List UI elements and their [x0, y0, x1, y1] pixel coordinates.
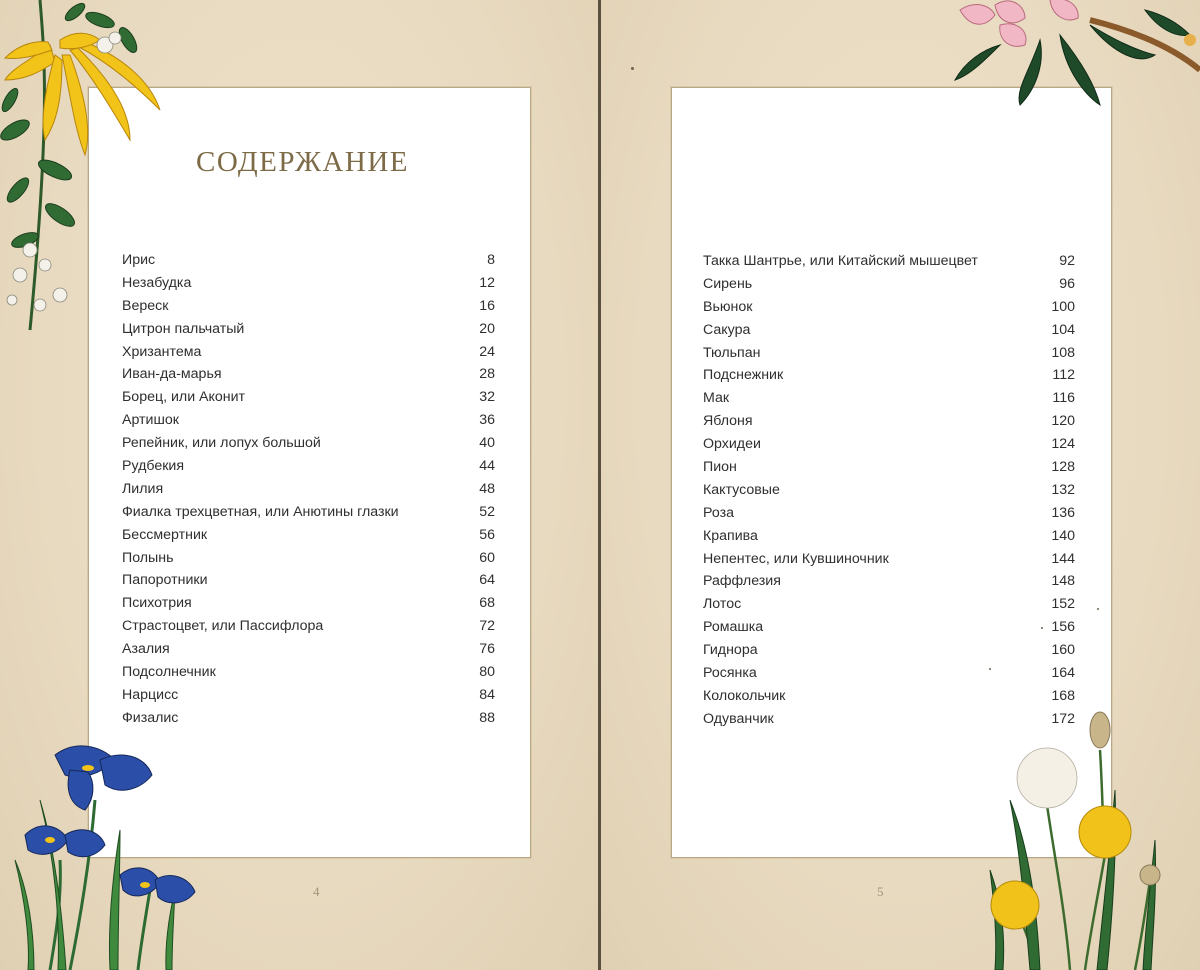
toc-entry-page-number: 72: [479, 618, 495, 635]
toc-entry: [703, 319, 1075, 342]
toc-entry-page-number: 16: [479, 297, 495, 314]
toc-entry-page-number: 8: [487, 252, 495, 268]
toc-entry: [122, 455, 495, 478]
toc-entry-title: Лилия: [122, 480, 164, 497]
toc-entry-page-number: 64: [479, 572, 495, 589]
toc-entry-title: Хризантема: [122, 343, 202, 360]
toc-entry-title: Крапива: [703, 527, 758, 544]
toc-list-left: [122, 249, 495, 730]
toc-entry-title: Орхидеи: [703, 436, 761, 453]
toc-entry-title: Росянка: [703, 665, 757, 682]
toc-entry-page-number: 164: [1051, 665, 1075, 682]
toc-entry: [703, 593, 1075, 616]
paper-speck: [631, 67, 634, 70]
toc-entry-page-number: 96: [1059, 275, 1075, 292]
toc-entry-page-number: 84: [479, 686, 495, 703]
toc-entry-page-number: 80: [479, 664, 495, 681]
toc-entry-title: Физалис: [122, 709, 179, 726]
toc-entry-page-number: 28: [479, 366, 495, 383]
dandelion-illustration: [985, 700, 1200, 970]
toc-entry: [703, 410, 1075, 433]
toc-entry-title: Подснежник: [703, 367, 784, 384]
toc-entry: [122, 707, 495, 730]
toc-entry: [122, 684, 495, 707]
toc-entry-page-number: 116: [1052, 390, 1075, 407]
toc-entry-title: Раффлезия: [703, 573, 781, 590]
toc-entry-page-number: 48: [479, 480, 495, 497]
toc-entry: [703, 273, 1075, 296]
toc-entry-title: Такка Шантрье, или Китайский мышецвет: [703, 253, 978, 269]
toc-entry-page-number: 140: [1051, 527, 1075, 544]
toc-entry-page-number: 32: [479, 389, 495, 406]
toc-entry-page-number: 168: [1051, 687, 1075, 704]
toc-entry-page-number: 60: [479, 549, 495, 566]
toc-entry: [703, 662, 1075, 685]
toc-entry-page-number: 104: [1051, 321, 1075, 338]
toc-entry: [122, 295, 495, 318]
toc-entry-title: Папоротники: [122, 572, 208, 589]
toc-list-right: [703, 250, 1075, 731]
toc-entry: [122, 592, 495, 615]
toc-entry-page-number: 144: [1051, 550, 1075, 567]
toc-entry-page-number: 92: [1059, 253, 1075, 269]
toc-entry-title: Психотрия: [122, 595, 192, 612]
toc-entry-page-number: 56: [479, 526, 495, 543]
toc-entry-page-number: 172: [1051, 710, 1075, 727]
toc-entry-page-number: 44: [479, 458, 495, 475]
toc-entry-page-number: 156: [1051, 619, 1075, 636]
toc-entry: [122, 249, 495, 272]
toc-entry-title: Пион: [703, 459, 737, 476]
toc-entry-page-number: 20: [479, 320, 495, 337]
page-number-left: 4: [313, 884, 320, 899]
toc-entry-page-number: 12: [479, 274, 495, 291]
toc-entry-title: Нарцисс: [122, 686, 179, 703]
toc-entry-title: Кактусовые: [703, 481, 780, 498]
toc-entry-title: Одуванчик: [703, 710, 774, 727]
toc-entry-page-number: 108: [1051, 344, 1075, 361]
toc-entry: [703, 433, 1075, 456]
toc-entry: [703, 502, 1075, 525]
toc-entry-title: Лотос: [703, 596, 742, 613]
toc-entry-title: Колокольчик: [703, 687, 786, 704]
toc-entry-title: Иван-да-марья: [122, 366, 222, 383]
toc-entry-title: Вьюнок: [703, 298, 753, 315]
toc-entry-page-number: 124: [1051, 436, 1075, 453]
toc-entry-title: Тюльпан: [703, 344, 761, 361]
toc-entry-title: Подсолнечник: [122, 664, 216, 681]
toc-entry-title: Фиалка трехцветная, или Анютины глазки: [122, 503, 399, 520]
pink-blossom-illustration: [940, 0, 1200, 110]
toc-entry: [703, 250, 1075, 273]
toc-entry-page-number: 68: [479, 595, 495, 612]
toc-entry-title: Яблоня: [703, 413, 753, 430]
toc-entry-page-number: 132: [1051, 481, 1075, 498]
toc-entry: [703, 525, 1075, 548]
toc-entry-title: Азалия: [122, 641, 170, 658]
toc-entry: [703, 570, 1075, 593]
toc-entry-page-number: 40: [479, 435, 495, 452]
toc-entry-title: Непентес, или Кувшиночник: [703, 550, 889, 567]
paper-speck: [989, 668, 991, 670]
toc-entry: [122, 363, 495, 386]
toc-entry-page-number: 128: [1051, 459, 1075, 476]
toc-entry: [122, 524, 495, 547]
toc-entry-title: Ирис: [122, 252, 156, 268]
toc-entry-title: Вереск: [122, 297, 169, 314]
toc-entry-page-number: 76: [479, 641, 495, 658]
toc-entry-title: Сирень: [703, 275, 753, 292]
toc-entry-title: Мак: [703, 390, 730, 407]
toc-entry: [703, 342, 1075, 365]
toc-entry: [122, 272, 495, 295]
toc-entry: [122, 386, 495, 409]
page-number-right: 5: [877, 884, 884, 899]
toc-entry-page-number: 100: [1051, 298, 1075, 315]
toc-entry: [703, 548, 1075, 571]
toc-entry: [122, 615, 495, 638]
toc-entry: [122, 547, 495, 570]
toc-entry-title: Бессмертник: [122, 526, 208, 543]
toc-entry-title: Незабудка: [122, 274, 192, 291]
paper-speck: [1097, 608, 1099, 610]
toc-entry-page-number: 52: [479, 503, 495, 520]
book-gutter: [598, 0, 601, 970]
toc-entry-title: Артишок: [122, 412, 179, 429]
toc-entry-page-number: 24: [479, 343, 495, 360]
toc-entry: [703, 639, 1075, 662]
toc-entry-title: Репейник, или лопух большой: [122, 435, 321, 452]
toc-entry-page-number: 136: [1051, 504, 1075, 521]
toc-entry: [703, 296, 1075, 319]
toc-entry: [703, 479, 1075, 502]
toc-entry-title: Страстоцвет, или Пассифлора: [122, 618, 324, 635]
toc-entry: [122, 638, 495, 661]
toc-entry: [122, 478, 495, 501]
toc-entry: [122, 569, 495, 592]
toc-entry-page-number: 36: [479, 412, 495, 429]
toc-entry: [703, 387, 1075, 410]
paper-speck: [1041, 627, 1043, 629]
toc-entry-title: Гиднора: [703, 642, 758, 659]
toc-entry: [703, 616, 1075, 639]
toc-entry-title: Полынь: [122, 549, 174, 566]
toc-entry: [703, 456, 1075, 479]
toc-entry: [122, 341, 495, 364]
toc-entry: [122, 432, 495, 455]
toc-entry-title: Борец, или Аконит: [122, 389, 246, 406]
toc-entry-title: Цитрон пальчатый: [122, 320, 245, 337]
toc-entry-page-number: 112: [1052, 367, 1075, 384]
toc-entry: [703, 364, 1075, 387]
iris-flower-illustration: [0, 740, 210, 970]
toc-entry-title: Роза: [703, 504, 734, 521]
toc-entry: [122, 501, 495, 524]
toc-entry: [122, 661, 495, 684]
toc-entry-page-number: 148: [1051, 573, 1075, 590]
toc-entry-page-number: 88: [479, 709, 495, 726]
toc-entry-page-number: 160: [1051, 642, 1075, 659]
toc-entry-title: Ромашка: [703, 619, 764, 636]
toc-entry-page-number: 152: [1051, 596, 1075, 613]
toc-entry-title: Сакура: [703, 321, 751, 338]
citron-flower-illustration: [0, 0, 165, 330]
toc-entry: [122, 318, 495, 341]
page-title: СОДЕРЖАНИЕ: [196, 146, 409, 178]
toc-entry: [122, 409, 495, 432]
toc-entry-title: Рудбекия: [122, 458, 185, 475]
toc-entry-page-number: 120: [1051, 413, 1075, 430]
